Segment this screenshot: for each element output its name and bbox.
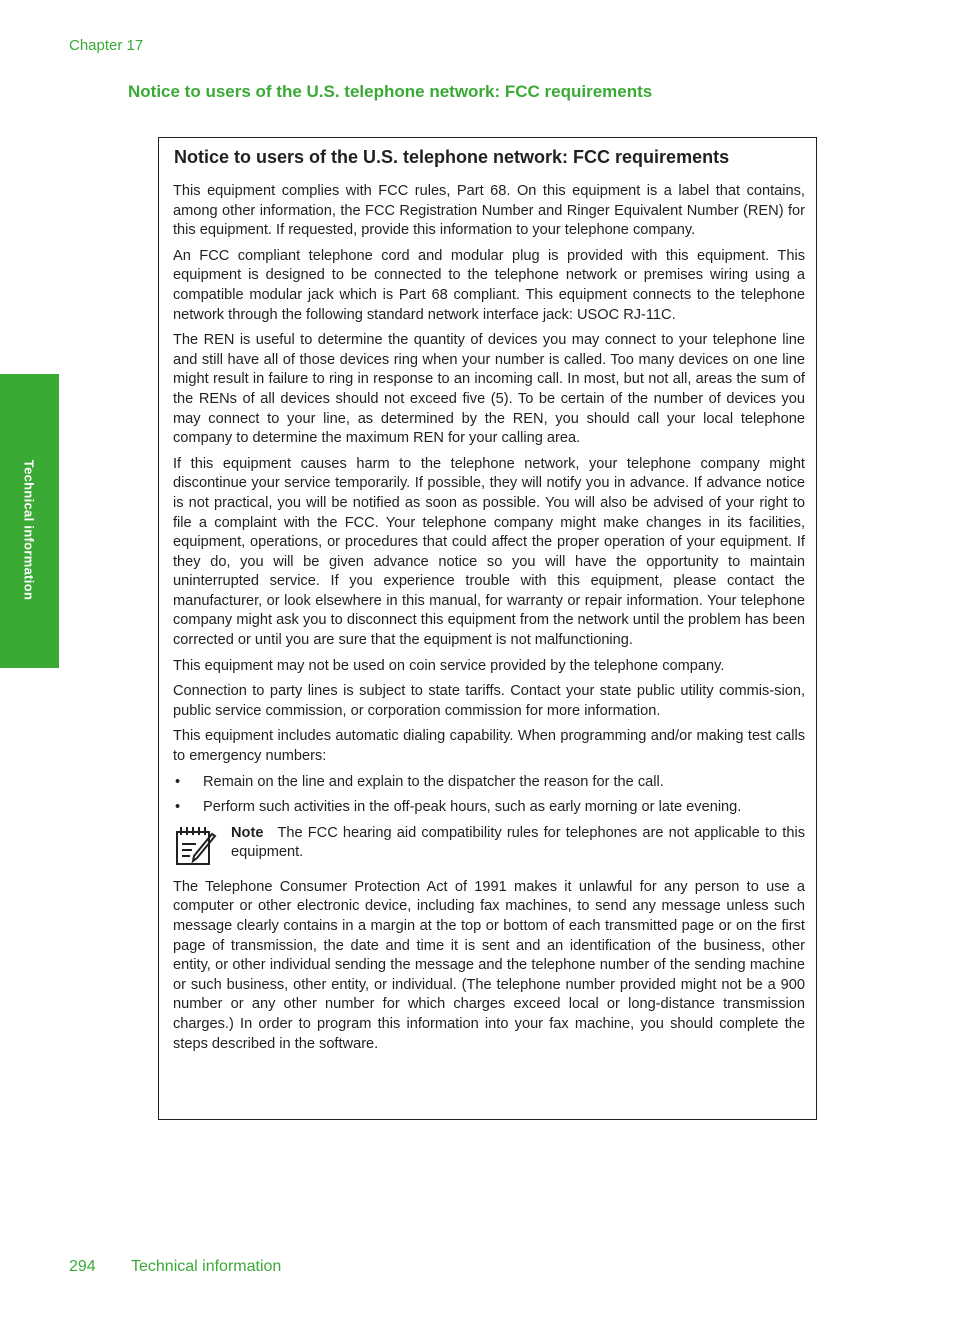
box-title: Notice to users of the U.S. telephone network: FCC requirements [174, 147, 730, 167]
list-item-text: Remain on the line and explain to the dispatcher the reason for the call. [203, 773, 664, 790]
box-body [173, 182, 805, 1060]
bullet-icon: • [175, 799, 181, 816]
chapter-label: Chapter 17 [69, 37, 144, 54]
side-tab [0, 374, 59, 668]
paragraph: An FCC compliant telephone cord and modular plug is provided with this equipment. This equipment is designed to be connected to the telephone network or premises wiring using a compatible modular jack which is Part 68 compliant. This equipment connects to the telephone network through the following standard network interface jack: USOC RJ-11C. [173, 247, 805, 323]
list-item [173, 798, 805, 818]
paragraph: This equipment complies with FCC rules, Part 68. On this equipment is a label that contains, among other information, the FCC Registration Number and Ringer Equivalent Number (REN) for this equipment. If requested, provide this information to your telephone company. [173, 183, 805, 239]
note-pad-icon [173, 824, 219, 866]
note [173, 824, 805, 868]
paragraph: If this equipment causes harm to the telephone network, your telephone company might discontinue your service temporarily. If possible, they will notify you in advance. If advance notice is not practical, you will be notified as soon as possible. You will also be advised of your right to file a complaint with the FCC. Your telephone company might make changes in its facilities, equipment, operations, or procedures that could affect the proper operation of your equipment. If they do, you will be given advance notice so you will have the opportunity to maintain uninterrupted service. If you experience trouble with this equipment, please contact the manufacturer, or look elsewhere in this manual, for warranty or repair information. Your telephone company might ask you to disconnect this equipment from the network until the problem has been corrected or until you are sure that the equipment is not malfunctioning. [173, 455, 805, 649]
section-heading: Notice to users of the U.S. telephone network: FCC requirements [128, 82, 653, 101]
paragraph: The REN is useful to determine the quantity of devices you may connect to your telephone line and still have all of those devices ring when your number is called. Too many devices on one line might result in failure to ring in response to an incoming call. In most, but not all, areas the sum of the RENs of all devices should not exceed five (5). To be certain of the number of devices you may connect to your line, as determined by the REN, you should call your local telephone company to determine the maximum REN for your calling area. [173, 332, 805, 447]
notice-box [158, 137, 817, 1120]
note-text-block [231, 824, 805, 863]
bullet-icon: • [175, 773, 181, 790]
note-label: Note [231, 824, 264, 841]
note-text: The FCC hearing aid compatibility rules for telephones are not applicable to this equipment. [231, 824, 805, 861]
list-item [173, 773, 805, 793]
list-item-text: Perform such activities in the off-peak hours, such as early morning or late evening. [203, 799, 742, 816]
paragraph: Connection to party lines is subject to state tariffs. Contact your state public utility commis-sion, public service commission, or corporation commission for more information. [173, 683, 805, 719]
paragraph: The Telephone Consumer Protection Act of 1991 makes it unlawful for any person to use a computer or other electronic device, including fax machines, to send any message unless such message clearly contains in a margin at the top or bottom of each transmitted page or on the first page of transmission, the date and time it is sent and an identification of the business, other entity, or other individual sending the message and the telephone number of the sending machine or such business, other entity, or individual. (The telephone number provided might not be a 900 number or any other number for which charges exceed local or long-distance transmission charges.) In order to program this information into your fax machine, you should complete the steps described in the software. [173, 878, 805, 1052]
page-number: 294 [69, 1258, 96, 1275]
paragraph: This equipment may not be used on coin service provided by the telephone company. [173, 657, 725, 674]
paragraph: This equipment includes automatic dialing capability. When programming and/or making test calls to emergency numbers: [173, 728, 805, 765]
footer-section: Technical information [131, 1258, 282, 1275]
side-tab-label: Technical information [21, 459, 37, 601]
bullet-list [173, 773, 805, 818]
